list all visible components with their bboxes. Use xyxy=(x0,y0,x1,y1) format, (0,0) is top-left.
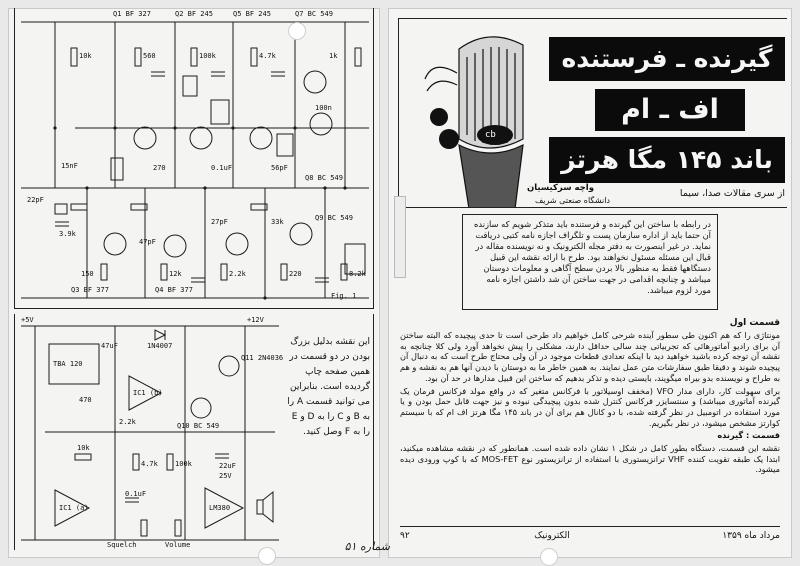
label-q9: Q9 BC 549 xyxy=(315,214,353,222)
component-label: 0.1uF xyxy=(211,164,233,172)
title-line-1: گیرنده ـ فرستنده xyxy=(549,37,785,81)
binder-hole xyxy=(258,547,276,565)
component-label: 1k xyxy=(329,52,338,60)
binder-hole xyxy=(540,548,558,566)
article-header xyxy=(398,18,787,208)
component-label: 560 xyxy=(143,52,156,60)
schematic-note: این نقشه بدلیل بزرگ بودن در دو قسمت در همین صفحه چاپ گردیده است. بنابراین می توانید قسمت A را به B و C را به D و E را به F وصل کنید. xyxy=(287,337,370,437)
component-label: 56pF xyxy=(271,164,288,172)
component-label: 15nF xyxy=(61,162,78,170)
left-page xyxy=(8,8,380,558)
component-label: 1N4007 xyxy=(147,342,173,350)
label-ic1b: IC1 (b) xyxy=(133,389,163,397)
label-q1: Q1 BF 327 xyxy=(113,10,151,18)
right-page xyxy=(388,8,792,558)
component-label: 22pF xyxy=(27,196,44,204)
title-line-2: اف ـ ام xyxy=(595,89,745,131)
component-label: 2.2k xyxy=(229,270,246,278)
issue-date: مرداد ماه ۱۳۵۹ xyxy=(722,531,780,541)
article-body xyxy=(400,330,780,475)
author-name: واچه سرکیسیان xyxy=(526,183,594,193)
component-label: 4.7k xyxy=(141,460,158,468)
label-volume: Volume xyxy=(165,541,191,549)
body-paragraph: برای سهولت کار، دارای مدار VFO (مخفف اوسیلاتور با فرکانس متغیر که در واقع مولد فرکانس فرمان یک گیرنده آماتوری میباشد) و سنتسایزر فرکانس کنترل شده بدون پیچیدگی نبوده و نیز جهت قابل حمل بودن و یا مورد استفاده در اتومبیل در نظر گرفته شده، با دو کانال هم برای آن در باند ۱۴۵ مگا هرتز اف ام که با سیستم کوارتز مشخص میشود، در نظر بگیریم. xyxy=(400,385,780,428)
component-label: 47uF xyxy=(101,342,118,350)
body-paragraph: مونتاژی را که هم اکنون طی سطور آینده شرحی کامل خواهیم داد طرحی است تا حدی پیچیده که البته ساختن آن برای رادیو آماتورهائی که تجربیاتی چند سالی حداقل دارند، مشکلی را پیش نخواهد آورد ولی کلا چنانچه به نقشه آن توجه کرده باشید خواهید دید با اینکه تعدادی قطعات موجود در آن ولی محتاج طرح است که به دنبال آن پیچیده شوند و دقیقا طبق سفارشات متن عمل نمایند. به همین خاطر ما به دوستان با دیدن آنها هم به نقشه و هم به طراح و نویسنده بدو بیراه میگویند، بایستی دیده و تذکر بدهیم که ساختن این قبیل مدارها در حد آن بود. xyxy=(400,330,780,383)
component-label: 150 xyxy=(81,270,94,278)
label-squelch: Squelch xyxy=(107,541,137,549)
component-label: 270 xyxy=(153,164,166,172)
component-label: 0.1uF xyxy=(125,490,147,498)
figure-label: Fig. 1 xyxy=(331,292,357,300)
label-q4: Q4 BF 377 xyxy=(155,286,193,294)
subsection-heading: قسمت : گیرنده xyxy=(717,430,780,441)
component-label: 10k xyxy=(77,444,90,452)
component-label: 8.2k xyxy=(349,270,366,278)
component-label: 470 xyxy=(79,396,92,404)
mic-badge-label: cb xyxy=(485,130,496,140)
component-label: 33k xyxy=(271,218,284,226)
magazine-name: الکترونیک xyxy=(534,531,570,541)
label-q3: Q3 BF 377 xyxy=(71,286,109,294)
component-label: 100n xyxy=(315,104,332,112)
handwritten-issue-number: شماره ۵۱ xyxy=(344,540,390,553)
component-label: 27pF xyxy=(211,218,228,226)
component-label: 220 xyxy=(289,270,302,278)
label-q5: Q5 BF 245 xyxy=(233,10,271,18)
author-affiliation: دانشگاه صنعتی شریف xyxy=(534,196,610,205)
component-label: 22uF xyxy=(219,462,236,470)
component-label: 25V xyxy=(219,472,232,480)
archive-stamp xyxy=(394,196,406,278)
label-lm380: LM380 xyxy=(209,504,231,512)
receiver-schematic xyxy=(14,8,374,309)
legal-notice-box: در رابطه با ساختن این گیرنده و فرستنده باید متذکر شویم که سازنده آن حتما باید از اداره سازمان پست و تلگراف اجازه نامه کتبی دریافت نماید. در غیر اینصورت به دفتر مجله الکترونیک و نه نویسنده مقاله در قبال این مسئله مسئول نخواهند بود. طرح با ارائه نقشه این قبیل دستگاهها فقط به منظور بالا بردن سطح آگاهی و معلومات دوستان میباشد و چنانچه اقدامی در جهت ساختن آن شد داشتن اجازه نامه مورد لزوم میباشد. xyxy=(462,214,718,310)
component-label: +5V xyxy=(21,316,34,324)
component-label: 100k xyxy=(175,460,192,468)
label-q8: Q8 BC 549 xyxy=(305,174,343,182)
binder-hole xyxy=(288,22,306,40)
component-label: +12V xyxy=(247,316,264,324)
component-label: 100k xyxy=(199,52,216,60)
footer-rule xyxy=(400,526,780,527)
page-number: ۹۲ xyxy=(400,531,410,541)
label-tba120: TBA 120 xyxy=(53,360,83,368)
microphone-illustration xyxy=(419,19,549,208)
article-series: از سری مقالات صدا، سیما xyxy=(679,188,785,199)
component-label: 47pF xyxy=(139,238,156,246)
body-paragraph: نقشه این قسمت، دستگاه بطور کامل در شکل ۱ نشان داده شده است. همانطور که در نقشه مشاهده میکنید، ابتدا یک طبقه تقویت کننده VHF ترانزیستوری با استفاده از ترانزیستور نوع MOS-FET که با کوپ ورودی دیده میشود. xyxy=(400,443,780,475)
component-label: 2.2k xyxy=(119,418,136,426)
label-q10: Q10 BC 549 xyxy=(177,422,220,430)
component-label: 4.7k xyxy=(259,52,276,60)
label-ic1a: IC1 (a) xyxy=(59,504,89,512)
label-q11: Q11 2N4036 xyxy=(241,354,284,362)
section-title: قسمت اول xyxy=(729,318,780,328)
component-label: 10k xyxy=(79,52,92,60)
component-label: 3.9k xyxy=(59,230,76,238)
receiver-schematic-drawing xyxy=(15,8,375,308)
label-q2: Q2 BF 245 xyxy=(175,10,213,18)
title-line-3: باند ۱۴۵ مگا هرتز xyxy=(549,137,785,183)
label-q7: Q7 BC 549 xyxy=(295,10,333,18)
component-label: 12k xyxy=(169,270,182,278)
